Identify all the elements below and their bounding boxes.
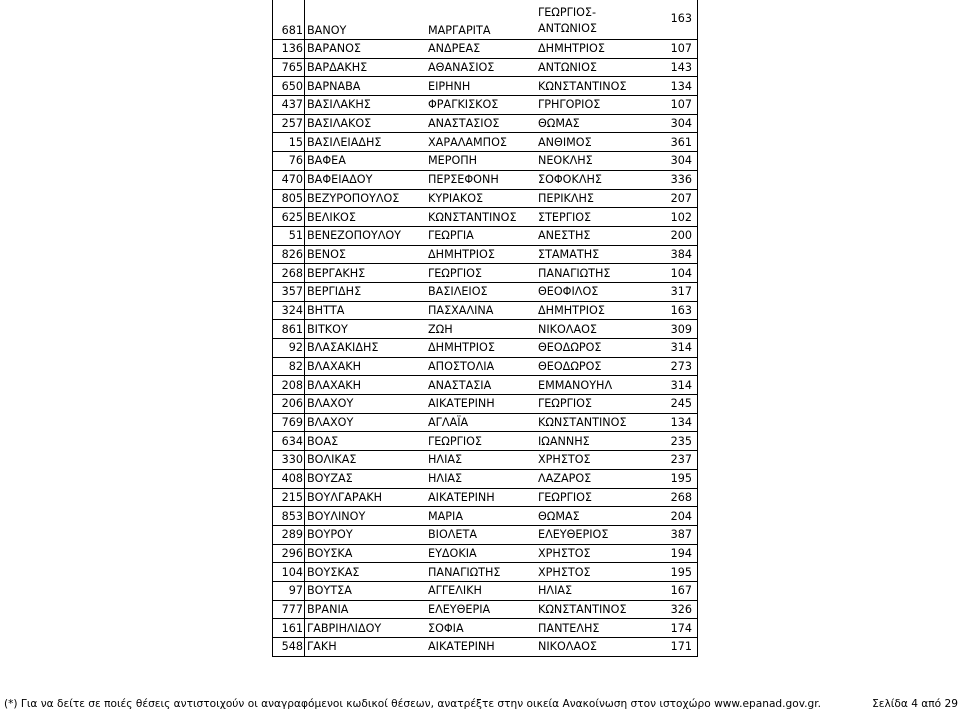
cell-id: 289	[273, 525, 305, 544]
cell-first-name: ΑΝΑΣΤΑΣΙΟΣ	[427, 114, 537, 133]
cell-father-name: ΚΩΝΣΤΑΝΤΙΝΟΣ	[537, 77, 651, 96]
cell-father-name: ΗΛΙΑΣ	[537, 581, 651, 600]
cell-id: 82	[273, 357, 305, 376]
cell-father-name: ΑΝΤΩΝΙΟΣ	[537, 58, 651, 77]
cell-position-code: 102	[651, 208, 698, 227]
cell-position-code: 304	[651, 114, 698, 133]
cell-father-name: ΛΑΖΑΡΟΣ	[537, 469, 651, 488]
cell-id: 215	[273, 488, 305, 507]
table-row	[273, 40, 698, 59]
cell-surname: ΒΑΣΙΛΑΚΟΣ	[305, 114, 428, 133]
cell-position-code: 235	[651, 432, 698, 451]
table-row	[273, 451, 698, 470]
cell-surname: ΓΑΒΡΙΗΛΙΔΟΥ	[305, 619, 428, 638]
cell-first-name: ΔΗΜΗΤΡΙΟΣ	[427, 245, 537, 264]
cell-father-name: ΚΩΝΣΤΑΝΤΙΝΟΣ	[537, 413, 651, 432]
footer-note: (*) Για να δείτε σε ποιές θέσεις αντιστοιχούν οι αναγραφόμενοι κωδικοί θέσεων, ανατρέξτε στην οικεία Ανακοίνωση στον ιστοχώρο www.epanad.gov.gr.	[4, 698, 822, 710]
cell-father-name: ΘΕΟΦΙΛΟΣ	[537, 282, 651, 301]
cell-position-code: 194	[651, 544, 698, 563]
results-table	[272, 0, 698, 657]
table-row	[273, 619, 698, 638]
cell-position-code: 326	[651, 600, 698, 619]
cell-father-name: ΝΙΚΟΛΑΟΣ	[537, 638, 651, 657]
cell-position-code: 387	[651, 525, 698, 544]
cell-id: 470	[273, 170, 305, 189]
cell-position-code: 107	[651, 96, 698, 115]
cell-position-code: 237	[651, 451, 698, 470]
cell-position-code: 245	[651, 395, 698, 414]
cell-id: 437	[273, 96, 305, 115]
cell-first-name: ΕΥΔΟΚΙΑ	[427, 544, 537, 563]
cell-position-code: 171	[651, 638, 698, 657]
cell-father-name: ΑΝΕΣΤΗΣ	[537, 226, 651, 245]
cell-father-name: ΧΡΗΣΤΟΣ	[537, 563, 651, 582]
cell-position-code: 314	[651, 339, 698, 358]
cell-id: 650	[273, 77, 305, 96]
cell-surname: ΒΑΡΔΑΚΗΣ	[305, 58, 428, 77]
cell-surname: ΒΟΥΖΑΣ	[305, 469, 428, 488]
cell-position-code: 268	[651, 488, 698, 507]
page-footer	[4, 697, 958, 711]
table-row	[273, 357, 698, 376]
cell-id: 681	[273, 0, 305, 40]
cell-id: 408	[273, 469, 305, 488]
cell-position-code: 361	[651, 133, 698, 152]
cell-first-name: ΓΕΩΡΓΙΟΣ	[427, 432, 537, 451]
cell-father-name: ΝΙΚΟΛΑΟΣ	[537, 320, 651, 339]
cell-first-name: ΧΑΡΑΛΑΜΠΟΣ	[427, 133, 537, 152]
table-row	[273, 544, 698, 563]
cell-position-code: 167	[651, 581, 698, 600]
table-row	[273, 245, 698, 264]
cell-father-name: ΕΛΕΥΘΕΡΙΟΣ	[537, 525, 651, 544]
cell-id: 826	[273, 245, 305, 264]
cell-id: 76	[273, 152, 305, 171]
cell-id: 104	[273, 563, 305, 582]
cell-surname: ΒΕΝΕΖΟΠΟΥΛΟΥ	[305, 226, 428, 245]
cell-first-name: ΑΓΓΕΛΙΚΗ	[427, 581, 537, 600]
cell-id: 206	[273, 395, 305, 414]
cell-id: 51	[273, 226, 305, 245]
cell-position-code: 134	[651, 77, 698, 96]
cell-id: 161	[273, 619, 305, 638]
cell-id: 15	[273, 133, 305, 152]
cell-surname: ΒΕΛΙΚΟΣ	[305, 208, 428, 227]
cell-position-code: 317	[651, 282, 698, 301]
table-row	[273, 96, 698, 115]
table-row	[273, 395, 698, 414]
cell-surname: ΒΑΡΑΝΟΣ	[305, 40, 428, 59]
cell-surname: ΒΙΤΚΟΥ	[305, 320, 428, 339]
table-row	[273, 170, 698, 189]
cell-first-name: ΚΥΡΙΑΚΟΣ	[427, 189, 537, 208]
cell-first-name: ΜΕΡΟΠΗ	[427, 152, 537, 171]
cell-father-name: ΔΗΜΗΤΡΙΟΣ	[537, 301, 651, 320]
cell-surname: ΒΟΥΛΓΑΡΑΚΗ	[305, 488, 428, 507]
table-row	[273, 488, 698, 507]
results-table-body	[273, 0, 698, 656]
table-row	[273, 152, 698, 171]
cell-surname: ΒΟΥΡΟΥ	[305, 525, 428, 544]
cell-surname: ΒΛΑΧΟΥ	[305, 395, 428, 414]
cell-position-code: 204	[651, 507, 698, 526]
cell-first-name: ΠΕΡΣΕΦΟΝΗ	[427, 170, 537, 189]
cell-first-name: ΔΗΜΗΤΡΙΟΣ	[427, 339, 537, 358]
cell-first-name: ΦΡΑΓΚΙΣΚΟΣ	[427, 96, 537, 115]
table-row	[273, 133, 698, 152]
table-row	[273, 208, 698, 227]
cell-father-name: ΓΡΗΓΟΡΙΟΣ	[537, 96, 651, 115]
cell-position-code: 207	[651, 189, 698, 208]
cell-surname: ΒΑΝΟΥ	[305, 0, 428, 40]
cell-surname: ΒΟΥΣΚΑΣ	[305, 563, 428, 582]
cell-position-code: 200	[651, 226, 698, 245]
cell-surname: ΒΡΑΝΙΑ	[305, 600, 428, 619]
cell-first-name: ΑΝΔΡΕΑΣ	[427, 40, 537, 59]
table-row	[273, 581, 698, 600]
cell-surname: ΒΟΑΣ	[305, 432, 428, 451]
cell-surname: ΒΟΥΤΣΑ	[305, 581, 428, 600]
cell-id: 330	[273, 451, 305, 470]
cell-father-name: ΑΝΘΙΜΟΣ	[537, 133, 651, 152]
cell-surname: ΓΑΚΗ	[305, 638, 428, 657]
cell-father-name: ΕΜΜΑΝΟΥΗΛ	[537, 376, 651, 395]
cell-father-name: ΓΕΩΡΓΙΟΣ	[537, 395, 651, 414]
table-row	[273, 320, 698, 339]
cell-father-name: ΘΕΟΔΩΡΟΣ	[537, 339, 651, 358]
cell-first-name: ΑΓΛΑΪΑ	[427, 413, 537, 432]
cell-father-name: ΘΩΜΑΣ	[537, 507, 651, 526]
cell-position-code: 309	[651, 320, 698, 339]
cell-position-code: 163	[651, 0, 698, 40]
cell-position-code: 304	[651, 152, 698, 171]
cell-first-name: ΗΛΙΑΣ	[427, 451, 537, 470]
cell-father-name: ΚΩΝΣΤΑΝΤΙΝΟΣ	[537, 600, 651, 619]
cell-first-name: ΖΩΗ	[427, 320, 537, 339]
table-row	[273, 638, 698, 657]
cell-position-code: 163	[651, 301, 698, 320]
page-number: Σελίδα 4 από 29	[872, 698, 958, 710]
cell-father-name: ΣΟΦΟΚΛΗΣ	[537, 170, 651, 189]
cell-father-name: ΘΩΜΑΣ	[537, 114, 651, 133]
cell-father-name: ΘΕΟΔΩΡΟΣ	[537, 357, 651, 376]
cell-surname: ΒΟΥΣΚΑ	[305, 544, 428, 563]
cell-first-name: ΗΛΙΑΣ	[427, 469, 537, 488]
cell-first-name: ΑΙΚΑΤΕΡΙΝΗ	[427, 488, 537, 507]
cell-first-name: ΜΑΡΙΑ	[427, 507, 537, 526]
table-row	[273, 114, 698, 133]
cell-id: 357	[273, 282, 305, 301]
cell-id: 861	[273, 320, 305, 339]
cell-first-name: ΕΙΡΗΝΗ	[427, 77, 537, 96]
cell-position-code: 195	[651, 469, 698, 488]
cell-first-name: ΑΙΚΑΤΕΡΙΝΗ	[427, 638, 537, 657]
cell-surname: ΒΕΡΓΙΔΗΣ	[305, 282, 428, 301]
cell-first-name: ΠΑΣΧΑΛΙΝΑ	[427, 301, 537, 320]
cell-first-name: ΒΑΣΙΛΕΙΟΣ	[427, 282, 537, 301]
cell-first-name: ΒΙΟΛΕΤΑ	[427, 525, 537, 544]
cell-first-name: ΑΠΟΣΤΟΛΙΑ	[427, 357, 537, 376]
cell-id: 548	[273, 638, 305, 657]
cell-father-name: ΣΤΑΜΑΤΗΣ	[537, 245, 651, 264]
table-row	[273, 301, 698, 320]
cell-position-code: 174	[651, 619, 698, 638]
cell-surname: ΒΕΡΓΑΚΗΣ	[305, 264, 428, 283]
cell-id: 136	[273, 40, 305, 59]
table-row	[273, 0, 698, 40]
cell-surname: ΒΟΛΙΚΑΣ	[305, 451, 428, 470]
cell-father-name: ΓΕΩΡΓΙΟΣ-ΑΝΤΩΝΙΟΣ	[537, 0, 651, 40]
cell-first-name: ΕΛΕΥΘΕΡΙΑ	[427, 600, 537, 619]
cell-id: 853	[273, 507, 305, 526]
cell-first-name: ΚΩΝΣΤΑΝΤΙΝΟΣ	[427, 208, 537, 227]
table-row	[273, 58, 698, 77]
cell-position-code: 384	[651, 245, 698, 264]
cell-father-name: ΙΩΑΝΝΗΣ	[537, 432, 651, 451]
cell-surname: ΒΑΡΝΑΒΑ	[305, 77, 428, 96]
table-row	[273, 413, 698, 432]
cell-position-code: 104	[651, 264, 698, 283]
cell-father-name: ΧΡΗΣΤΟΣ	[537, 451, 651, 470]
cell-father-name: ΠΕΡΙΚΛΗΣ	[537, 189, 651, 208]
cell-surname: ΒΛΑΣΑΚΙΔΗΣ	[305, 339, 428, 358]
cell-id: 208	[273, 376, 305, 395]
cell-first-name: ΑΘΑΝΑΣΙΟΣ	[427, 58, 537, 77]
cell-surname: ΒΕΖΥΡΟΠΟΥΛΟΣ	[305, 189, 428, 208]
cell-father-name: ΠΑΝΤΕΛΗΣ	[537, 619, 651, 638]
cell-first-name: ΓΕΩΡΓΙΟΣ	[427, 264, 537, 283]
cell-first-name: ΠΑΝΑΓΙΩΤΗΣ	[427, 563, 537, 582]
cell-surname: ΒΑΦΕΑ	[305, 152, 428, 171]
cell-id: 257	[273, 114, 305, 133]
cell-father-name: ΧΡΗΣΤΟΣ	[537, 544, 651, 563]
table-row	[273, 432, 698, 451]
cell-father-name: ΣΤΕΡΓΙΟΣ	[537, 208, 651, 227]
cell-surname: ΒΑΦΕΙΑΔΟΥ	[305, 170, 428, 189]
cell-surname: ΒΛΑΧΑΚΗ	[305, 357, 428, 376]
cell-position-code: 195	[651, 563, 698, 582]
cell-id: 634	[273, 432, 305, 451]
cell-surname: ΒΑΣΙΛΕΙΑΔΗΣ	[305, 133, 428, 152]
cell-id: 92	[273, 339, 305, 358]
cell-first-name: ΑΝΑΣΤΑΣΙΑ	[427, 376, 537, 395]
cell-position-code: 107	[651, 40, 698, 59]
table-row	[273, 264, 698, 283]
table-row	[273, 563, 698, 582]
table-row	[273, 282, 698, 301]
cell-surname: ΒΟΥΛΙΝΟΥ	[305, 507, 428, 526]
cell-id: 805	[273, 189, 305, 208]
cell-father-name: ΠΑΝΑΓΙΩΤΗΣ	[537, 264, 651, 283]
cell-id: 268	[273, 264, 305, 283]
cell-first-name: ΣΟΦΙΑ	[427, 619, 537, 638]
cell-position-code: 336	[651, 170, 698, 189]
cell-first-name: ΜΑΡΓΑΡΙΤΑ	[427, 0, 537, 40]
cell-surname: ΒΕΝΟΣ	[305, 245, 428, 264]
cell-first-name: ΑΙΚΑΤΕΡΙΝΗ	[427, 395, 537, 414]
cell-position-code: 143	[651, 58, 698, 77]
cell-id: 777	[273, 600, 305, 619]
table-row	[273, 376, 698, 395]
cell-father-name: ΝΕΟΚΛΗΣ	[537, 152, 651, 171]
table-row	[273, 339, 698, 358]
cell-surname: ΒΗΤΤΑ	[305, 301, 428, 320]
cell-surname: ΒΛΑΧΑΚΗ	[305, 376, 428, 395]
table-row	[273, 226, 698, 245]
cell-first-name: ΓΕΩΡΓΙΑ	[427, 226, 537, 245]
cell-father-name: ΓΕΩΡΓΙΟΣ	[537, 488, 651, 507]
cell-id: 625	[273, 208, 305, 227]
table-row	[273, 469, 698, 488]
cell-surname: ΒΛΑΧΟΥ	[305, 413, 428, 432]
table-row	[273, 77, 698, 96]
table-row	[273, 525, 698, 544]
cell-father-name: ΔΗΜΗΤΡΙΟΣ	[537, 40, 651, 59]
cell-id: 765	[273, 58, 305, 77]
table-row	[273, 600, 698, 619]
cell-position-code: 273	[651, 357, 698, 376]
cell-position-code: 314	[651, 376, 698, 395]
cell-id: 97	[273, 581, 305, 600]
cell-id: 296	[273, 544, 305, 563]
table-row	[273, 507, 698, 526]
cell-position-code: 134	[651, 413, 698, 432]
cell-id: 769	[273, 413, 305, 432]
table-row	[273, 189, 698, 208]
cell-surname: ΒΑΣΙΛΑΚΗΣ	[305, 96, 428, 115]
cell-id: 324	[273, 301, 305, 320]
